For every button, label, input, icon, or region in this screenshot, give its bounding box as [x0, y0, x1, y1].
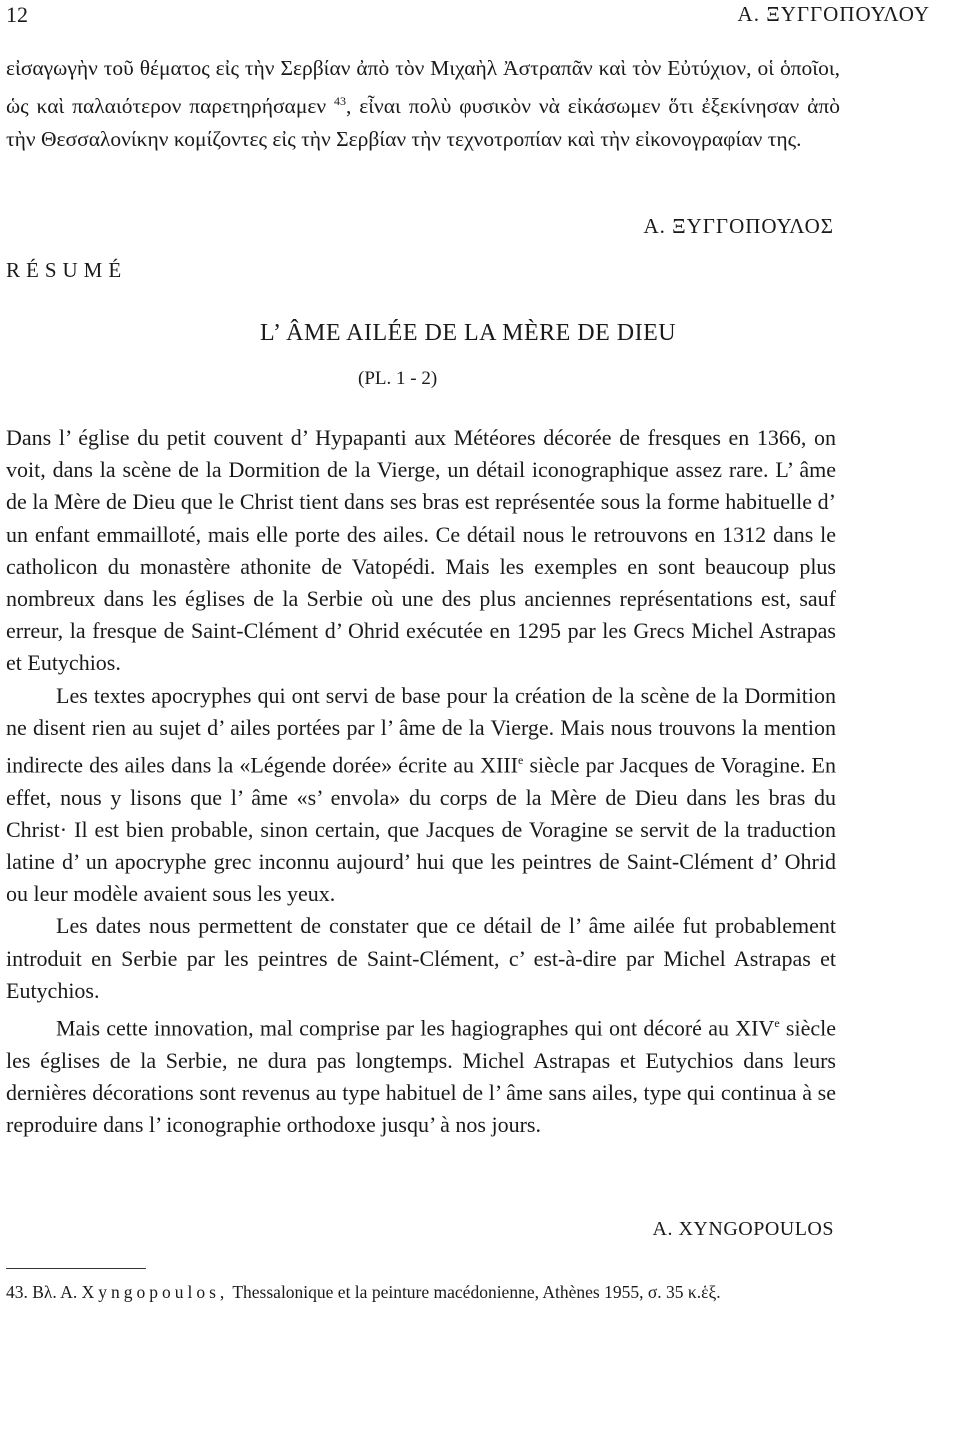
footnote-divider	[6, 1268, 146, 1269]
paragraph-4-part-b: siècle les églises de la Serbie, ne dura pas longtemps. Michel Astrapas et Eutychios dans leurs dernières décorations sont revenus au type habituel de l’ âme sans ailes, type qui continua à se reproduire dans l’ iconographie orthodoxe jusqu’ à nos jours.	[6, 1015, 836, 1137]
resume-paragraph-3: Les dates nous permettent de constater que ce détail de l’ âme ailée fut probablement introduit en Serbie par les peintres de Saint-Clément, c’ est-à-dire par Michel Astrapas et Eutychios.	[6, 913, 836, 1003]
footnote-author: Xyngopoulos,	[81, 1282, 229, 1302]
greek-text-part1: εἰσαγωγὴν τοῦ θέματος εἰς τὴν Σερβίαν ἀπὸ τὸν Μιχαὴλ Ἀστραπᾶν καὶ τὸν Εὐτύχιον, οἱ ὁποῖοι, ὡς καὶ παλαιότερον παρετηρήσαμεν	[6, 56, 840, 119]
paragraph-2-part-b: siècle par Jacques de Voragine. En effet, nous y lisons que l’ âme «s’ envola» du corps de la Mère de Dieu dans les bras du Christ· Il est bien probable, sinon certain, que Jacques de Voragine se servit de la traduction latine d’ un apocryphe grec inconnu aujourd’ hui que les peintres de Saint-Clément d’ Ohrid ou leur modèle avaient sous les yeux.	[6, 752, 836, 907]
resume-paragraph-4	[6, 1007, 836, 1141]
greek-signature: Α. ΞΥΓΓΟΠΟΥΛΟΣ	[643, 214, 834, 238]
paragraph-2-part-a: Les textes apocryphes qui ont servi de base pour la création de la scène de la Dormition ne disent rien au sujet d’ ailes portées par l’ âme de la Vierge. Mais nous trouvons la mention indirecte des ailes dans la «Légende dorée» écrite au XIII	[6, 682, 836, 778]
century-superscript: e	[518, 753, 524, 768]
footnote-reference: 43	[333, 94, 346, 108]
resume-title: L’ ÂME AILÉE DE LA MÈRE DE DIEU	[260, 320, 677, 346]
footnote-number: 43.	[6, 1282, 28, 1302]
resume-signature: A. XYNGOPOULOS	[652, 1218, 834, 1240]
resume-label: RÉSUMÉ	[6, 258, 128, 282]
resume-paragraph-2	[6, 680, 836, 911]
century-superscript: e	[774, 1015, 780, 1030]
resume-body	[6, 422, 836, 1141]
resume-paragraph-1: Dans l’ église du petit couvent d’ Hypapanti aux Météores décorée de fresques en 1366, on voit, dans la scène de la Dormition de la Vierge, un détail iconographique assez rare. L’ âme de la Mère de Dieu que le Christ tient dans ses bras est représentée sous la forme habituelle d’ un enfant emmailloté, mais elle porte des ailes. Ce détail nous le retrouvons en 1312 dans le catholicon du monastère athonite de Vatopédi. Mais les exemples en sont beaucoup plus nombreux dans les églises de la Serbie où une des plus anciennes représentations est, sauf erreur, la fresque de Saint-Clément d’ Ohrid exécutée en 1295 par les Grecs Michel Astrapas et Eutychios.	[6, 425, 836, 676]
page-number: 12	[6, 2, 28, 27]
greek-paragraph	[6, 52, 840, 156]
footnote	[6, 1279, 834, 1306]
footnote-prefix: Βλ. Α.	[32, 1282, 78, 1302]
greek-text-part2: , εἶναι πολὺ φυσικὸν νὰ εἰκάσωμεν ὅτι ἐξεκίνησαν ἀπὸ τὴν Θεσσαλονίκην κομίζοντες εἰς τὴν Σερβίαν τὴν τεχνοτροπίαν καὶ τὴν εἰκονογραφίαν της.	[6, 94, 841, 152]
footnote-citation: Thessalonique et la peinture macédonienne, Athènes 1955, σ. 35 κ.ἑξ.	[232, 1282, 721, 1302]
running-head: Α. ΞΥΓΓΟΠΟΥΛΟΥ	[737, 2, 930, 26]
resume-subtitle: (PL. 1 - 2)	[358, 368, 438, 389]
paragraph-4-part-a: Mais cette innovation, mal comprise par les hagiographes qui ont décoré au XIV	[56, 1015, 775, 1041]
